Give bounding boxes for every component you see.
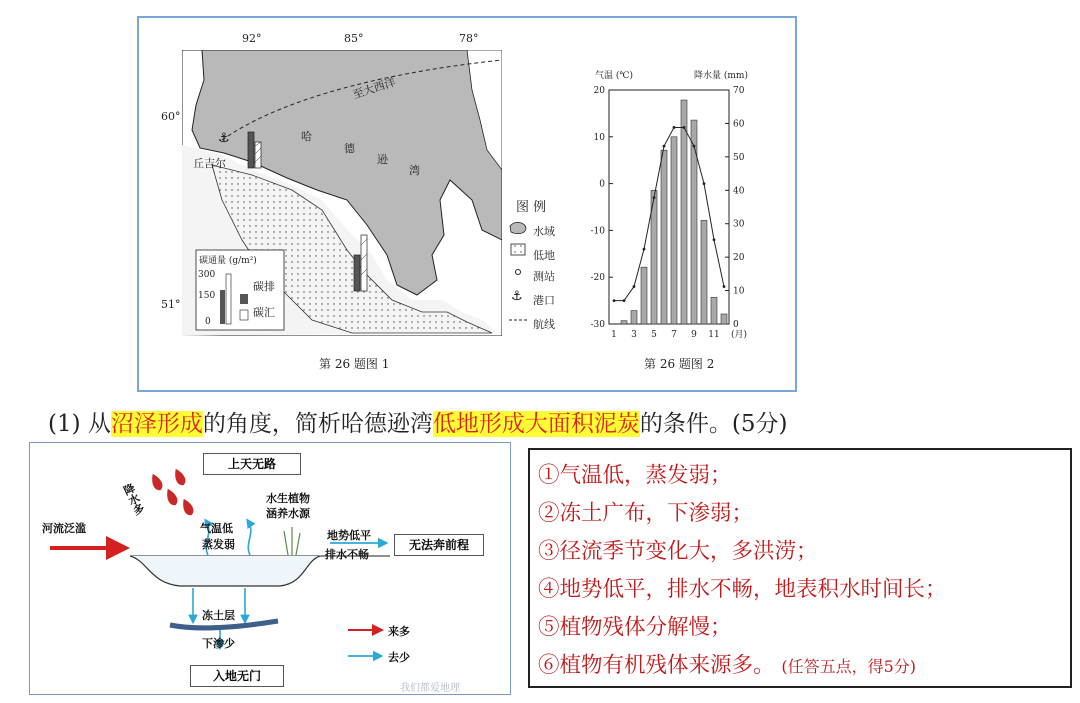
swamp-diagram bbox=[29, 442, 511, 695]
precip-bar bbox=[691, 120, 697, 324]
question-prefix: (1) 从 bbox=[48, 411, 111, 437]
temperature-point bbox=[613, 299, 616, 302]
inset-tick-0: 0 bbox=[205, 317, 211, 327]
svg-text:⚓: ⚓ bbox=[218, 131, 230, 146]
inset-legend-emission: 碳排 bbox=[253, 280, 275, 293]
svg-text:⚓: ⚓ bbox=[511, 289, 523, 304]
answer-1: ①气温低，蒸发弱； bbox=[538, 463, 732, 488]
precip-bar bbox=[711, 297, 717, 324]
lon-85: 85° bbox=[344, 32, 364, 45]
precip-bar bbox=[671, 137, 677, 324]
y-right-tick-label: 10 bbox=[733, 286, 745, 297]
y-left-tick-label: -20 bbox=[590, 273, 605, 284]
legend-in-label: 来多 bbox=[388, 625, 410, 638]
bottom-label-box: 入地无门 bbox=[190, 665, 284, 687]
scoring-note: (任答五点，得5分) bbox=[781, 657, 917, 676]
inset-legend-sink: 碳汇 bbox=[253, 306, 275, 319]
legend-water: 水域 bbox=[533, 225, 555, 238]
rain-label: 降水多 bbox=[120, 481, 147, 517]
legend-title: 图 例 bbox=[516, 200, 547, 215]
precip-bar bbox=[701, 220, 707, 324]
y-right-tick-label: 0 bbox=[733, 320, 739, 330]
legend-route: 航线 bbox=[533, 318, 555, 331]
y-right-tick-label: 70 bbox=[733, 86, 745, 96]
terrain-label-2: 排水不畅 bbox=[325, 548, 369, 561]
temperature-point bbox=[703, 182, 706, 185]
frozen-label: 冻土层 bbox=[202, 609, 235, 622]
x-tick-label: 7 bbox=[671, 330, 677, 340]
plants-label-2: 涵养水源 bbox=[266, 507, 310, 520]
diagram-graphics bbox=[30, 443, 510, 693]
highlight-swamp: 沼泽形成 bbox=[110, 411, 203, 437]
map-caption: 第 26 题图 1 bbox=[319, 357, 390, 371]
seep-label: 下渗少 bbox=[202, 637, 235, 650]
legend-symbols bbox=[507, 220, 529, 330]
temp-label-2: 蒸发弱 bbox=[202, 538, 235, 551]
x-tick-label: 9 bbox=[691, 330, 697, 340]
right-axis-label: 降水量 (mm) bbox=[694, 71, 748, 81]
highlight-peat: 低地形成大面积泥炭 bbox=[432, 411, 640, 437]
bay-char-1: 哈 bbox=[301, 130, 312, 143]
temperature-point bbox=[643, 248, 646, 251]
y-left-tick-label: 20 bbox=[593, 86, 605, 96]
answer-3: ③径流季节变化大，多洪涝； bbox=[538, 539, 818, 564]
answer-5: ⑤植物残体分解慢； bbox=[538, 615, 732, 640]
answer-6: ⑥植物有机残体来源多。 bbox=[538, 653, 775, 678]
temperature-point bbox=[653, 196, 656, 199]
port-label: 丘吉尔 bbox=[193, 157, 226, 170]
temperature-point bbox=[713, 238, 716, 241]
inset-title: 碳通量 (g/m²) bbox=[199, 256, 257, 266]
precip-bar bbox=[681, 100, 687, 324]
answer-panel bbox=[528, 448, 1072, 688]
precip-bar bbox=[721, 314, 727, 324]
x-axis-label: (月) bbox=[730, 330, 748, 340]
answer-4: ④地势低平，排水不畅，地表积水时间长； bbox=[538, 577, 947, 602]
legend-port: 港口 bbox=[533, 294, 555, 307]
precip-bar bbox=[631, 311, 637, 324]
river-label: 河流泛滥 bbox=[42, 522, 86, 535]
precip-bar bbox=[661, 150, 667, 324]
y-left-tick-label: 10 bbox=[593, 132, 605, 143]
watermark: 我们都爱地理 bbox=[400, 683, 460, 694]
lon-78: 78° bbox=[459, 32, 479, 45]
y-right-tick-label: 20 bbox=[733, 253, 745, 264]
temperature-point bbox=[693, 145, 696, 148]
temperature-line bbox=[614, 127, 724, 300]
x-tick-label: 3 bbox=[631, 330, 637, 340]
temperature-point bbox=[633, 285, 636, 288]
precip-bar bbox=[641, 267, 647, 324]
bay-char-3: 逊 bbox=[377, 153, 388, 166]
question-middle: 的角度，简析哈德逊湾 bbox=[202, 411, 433, 437]
legend-station: 测站 bbox=[533, 270, 555, 283]
y-right-tick-label: 60 bbox=[733, 119, 745, 130]
left-axis-label: 气温 (℃) bbox=[595, 71, 633, 81]
y-right-tick-label: 40 bbox=[733, 186, 745, 197]
plot-frame bbox=[609, 90, 729, 324]
y-left-tick-label: -30 bbox=[590, 320, 605, 330]
y-left-tick-label: -10 bbox=[590, 226, 605, 237]
plants-label-1: 水生植物 bbox=[266, 492, 310, 505]
inset-tick-150: 150 bbox=[198, 291, 216, 301]
temperature-point bbox=[683, 126, 686, 129]
x-tick-label: 1 bbox=[611, 330, 617, 340]
climate-chart bbox=[579, 78, 759, 358]
y-left-tick-label: 0 bbox=[599, 179, 605, 190]
x-tick-label: 5 bbox=[651, 330, 657, 340]
figure-panel bbox=[137, 16, 797, 392]
bay-char-4: 湾 bbox=[409, 164, 420, 177]
x-tick-label: 11 bbox=[708, 330, 720, 340]
precip-bar bbox=[621, 321, 627, 324]
lat-60: 60° bbox=[161, 110, 181, 123]
hudson-bay-map bbox=[182, 50, 502, 336]
top-label-box: 上天无路 bbox=[203, 453, 301, 475]
bay-char-2: 德 bbox=[344, 142, 355, 155]
temperature-point bbox=[663, 145, 666, 148]
route-label: 至大西洋 bbox=[351, 75, 398, 102]
temperature-point bbox=[723, 285, 726, 288]
question-suffix: 的条件。(5分) bbox=[639, 411, 788, 437]
terrain-label-1: 地势低平 bbox=[327, 529, 371, 542]
y-right-tick-label: 30 bbox=[733, 219, 745, 230]
lon-92: 92° bbox=[242, 32, 262, 45]
lat-51: 51° bbox=[161, 298, 181, 311]
inset-tick-300: 300 bbox=[198, 270, 216, 280]
exit-label-box: 无法奔前程 bbox=[394, 534, 484, 556]
temp-label-1: 气温低 bbox=[200, 522, 233, 535]
chart-caption: 第 26 题图 2 bbox=[644, 357, 715, 371]
temperature-point bbox=[673, 126, 676, 129]
legend-out-label: 去少 bbox=[388, 651, 410, 664]
answer-6-row bbox=[538, 648, 916, 679]
y-right-tick-label: 50 bbox=[733, 152, 745, 163]
answer-2: ②冻土广布，下渗弱； bbox=[538, 501, 754, 526]
legend-lowland: 低地 bbox=[533, 249, 555, 262]
question-text bbox=[48, 405, 787, 438]
temperature-point bbox=[623, 299, 626, 302]
